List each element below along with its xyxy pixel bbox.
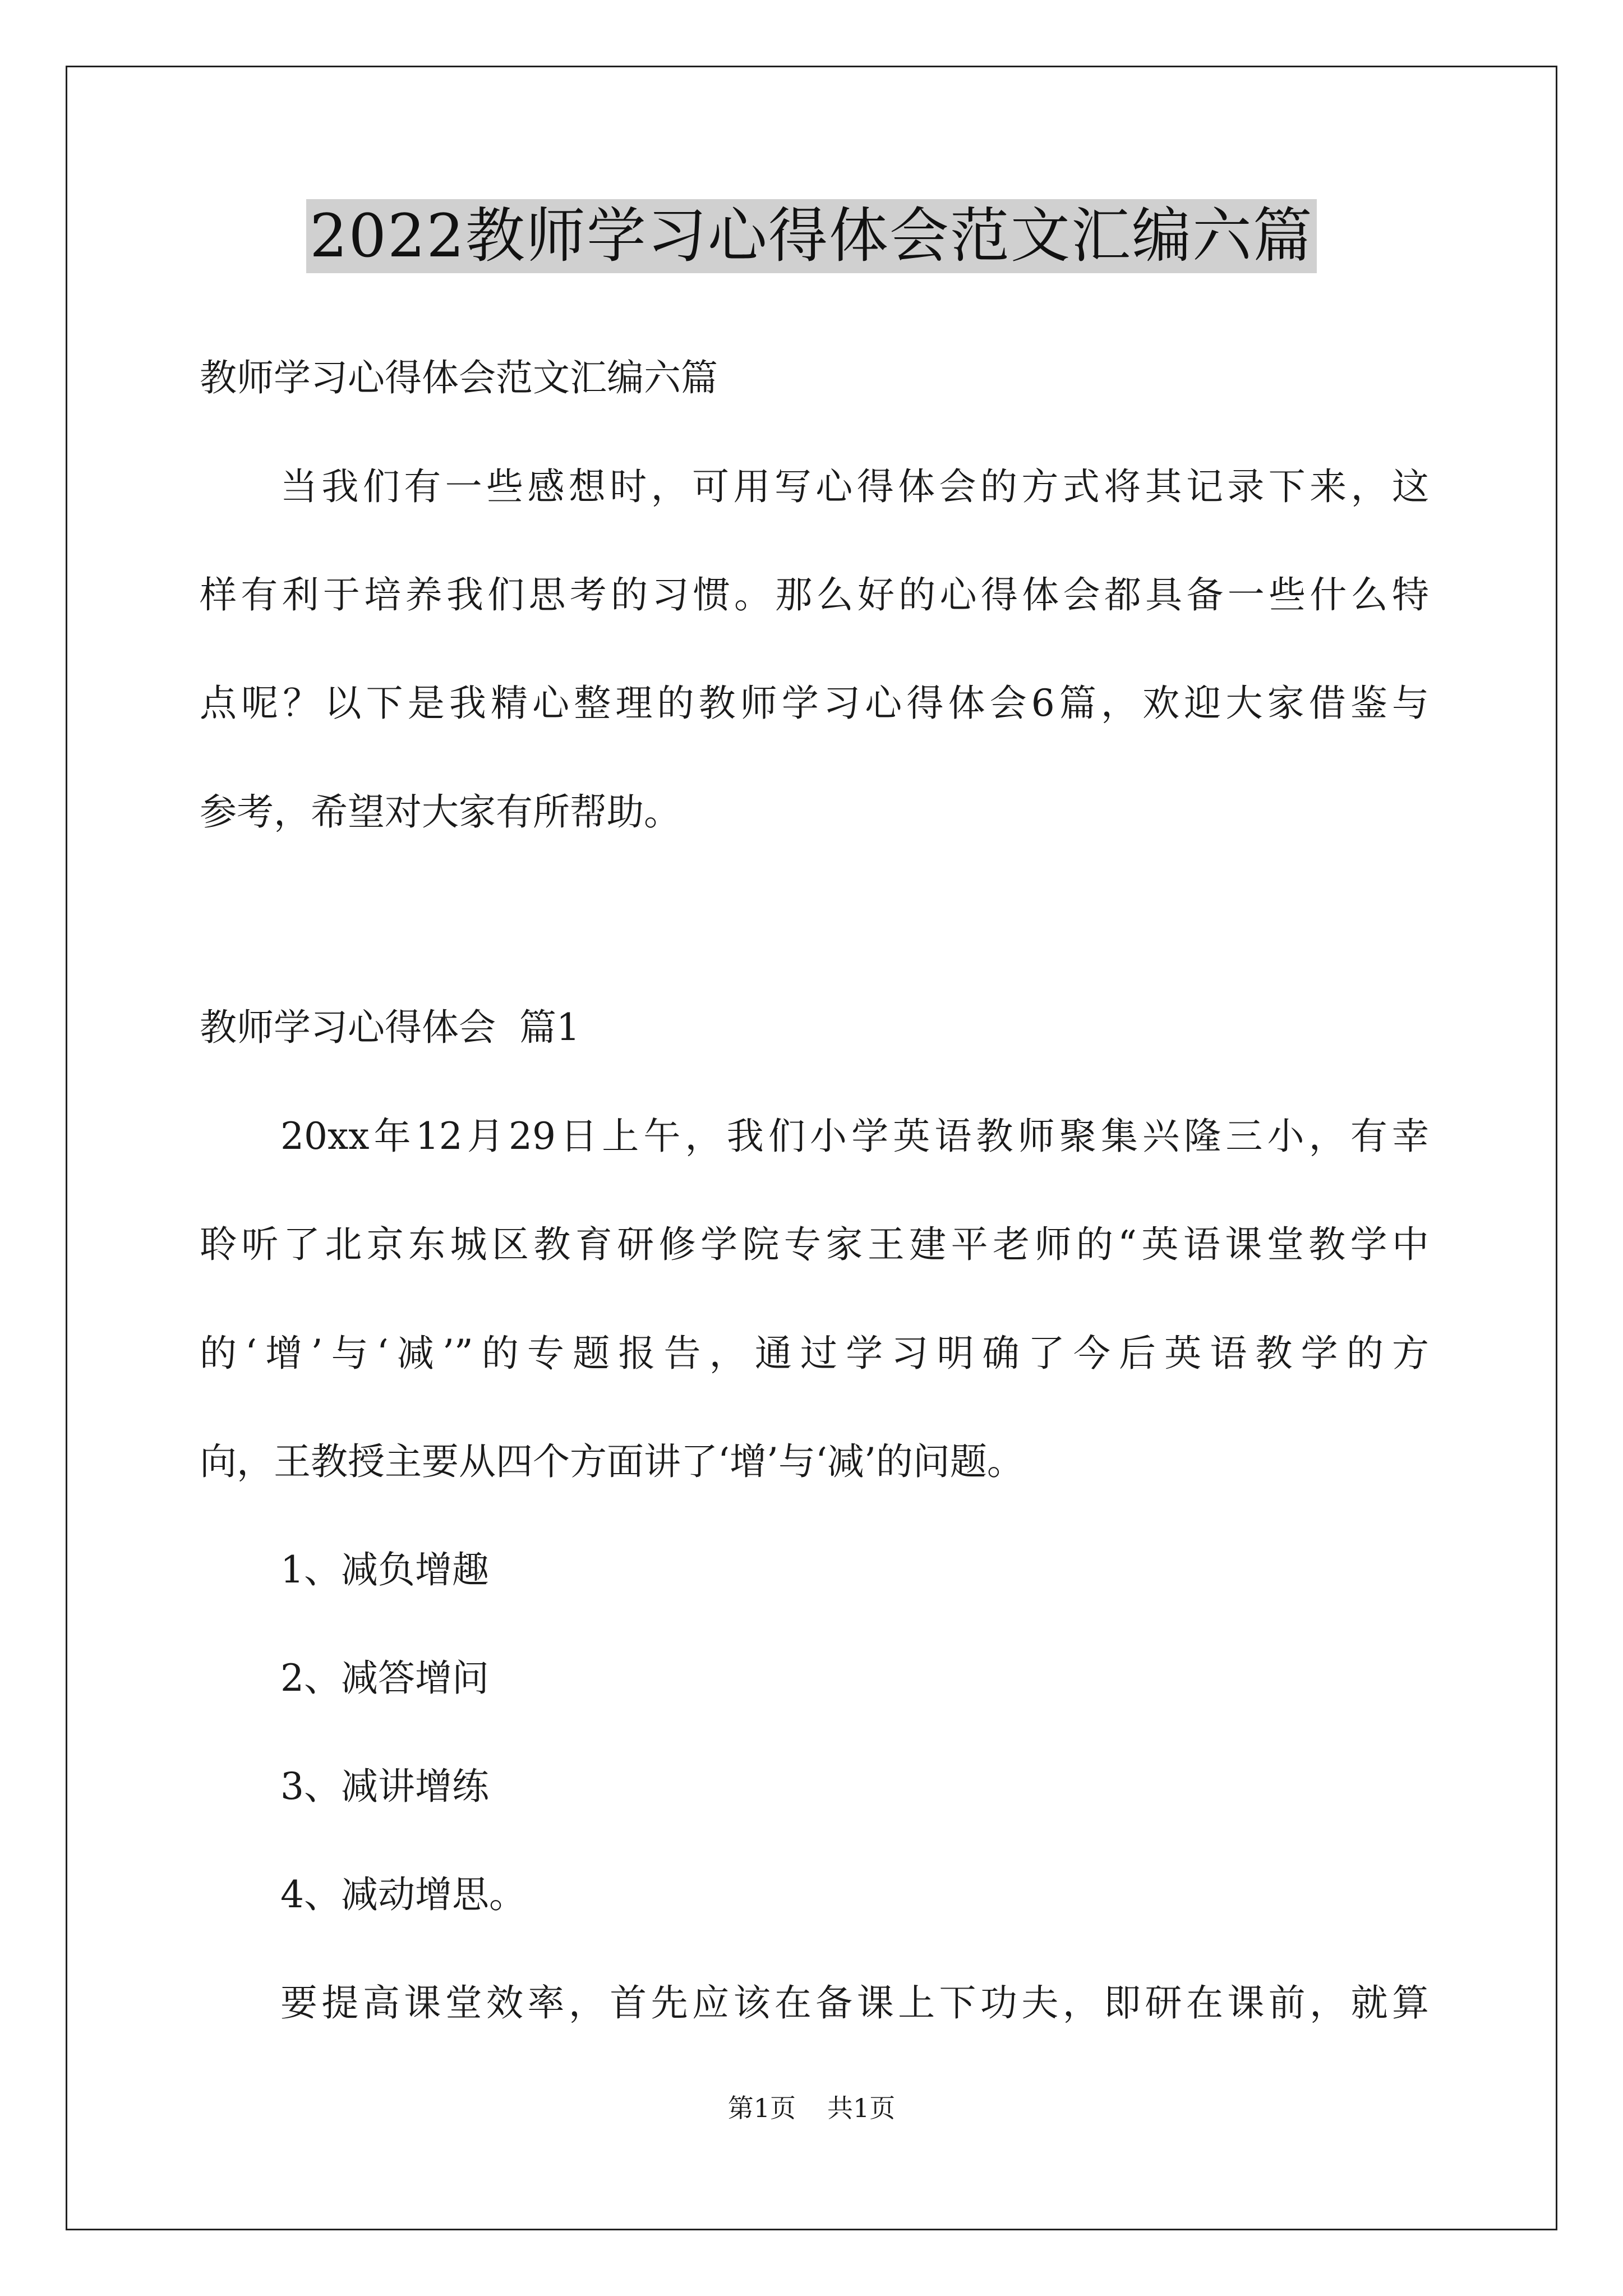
section-line: 聆听了北京东城区教育研修学院专家王建平老师的“英语课堂教学中 (200, 1223, 1429, 1266)
page-title: 2022教师学习心得体会范文汇编六篇 (306, 199, 1317, 273)
page-number: 第1页 (727, 2093, 796, 2123)
section-line: 的‘增’与‘减’”的专题报告，通过学习明确了今后英语教学的方 (200, 1332, 1429, 1375)
page-footer (0, 2091, 1623, 2125)
list-item: 4、减动增思。 (280, 1873, 526, 1916)
section-line: 向，王教授主要从四个方面讲了‘增’与‘减’的问题。 (200, 1440, 1024, 1483)
intro-line: 参考，希望对大家有所帮助。 (200, 790, 681, 834)
section-heading: 教师学习心得体会 篇1 (200, 1006, 580, 1049)
list-item: 2、减答增问 (280, 1657, 489, 1700)
section-line: 20xx年12月29日上午，我们小学英语教师聚集兴隆三小，有幸 (280, 1115, 1429, 1158)
page-total: 共1页 (827, 2093, 896, 2123)
list-item: 1、减负增趣 (280, 1548, 489, 1591)
intro-line: 当我们有一些感想时，可用写心得体会的方式将其记录下来，这 (280, 465, 1429, 508)
title-wrap (0, 199, 1623, 273)
intro-line: 样有利于培养我们思考的习惯。那么好的心得体会都具备一些什么特 (200, 573, 1429, 616)
subtitle: 教师学习心得体会范文汇编六篇 (200, 356, 718, 399)
intro-line: 点呢？以下是我精心整理的教师学习心得体会6篇，欢迎大家借鉴与 (200, 682, 1429, 725)
list-item: 3、减讲增练 (280, 1765, 489, 1808)
closing-line: 要提高课堂效率，首先应该在备课上下功夫，即研在课前，就算 (280, 1981, 1429, 2024)
